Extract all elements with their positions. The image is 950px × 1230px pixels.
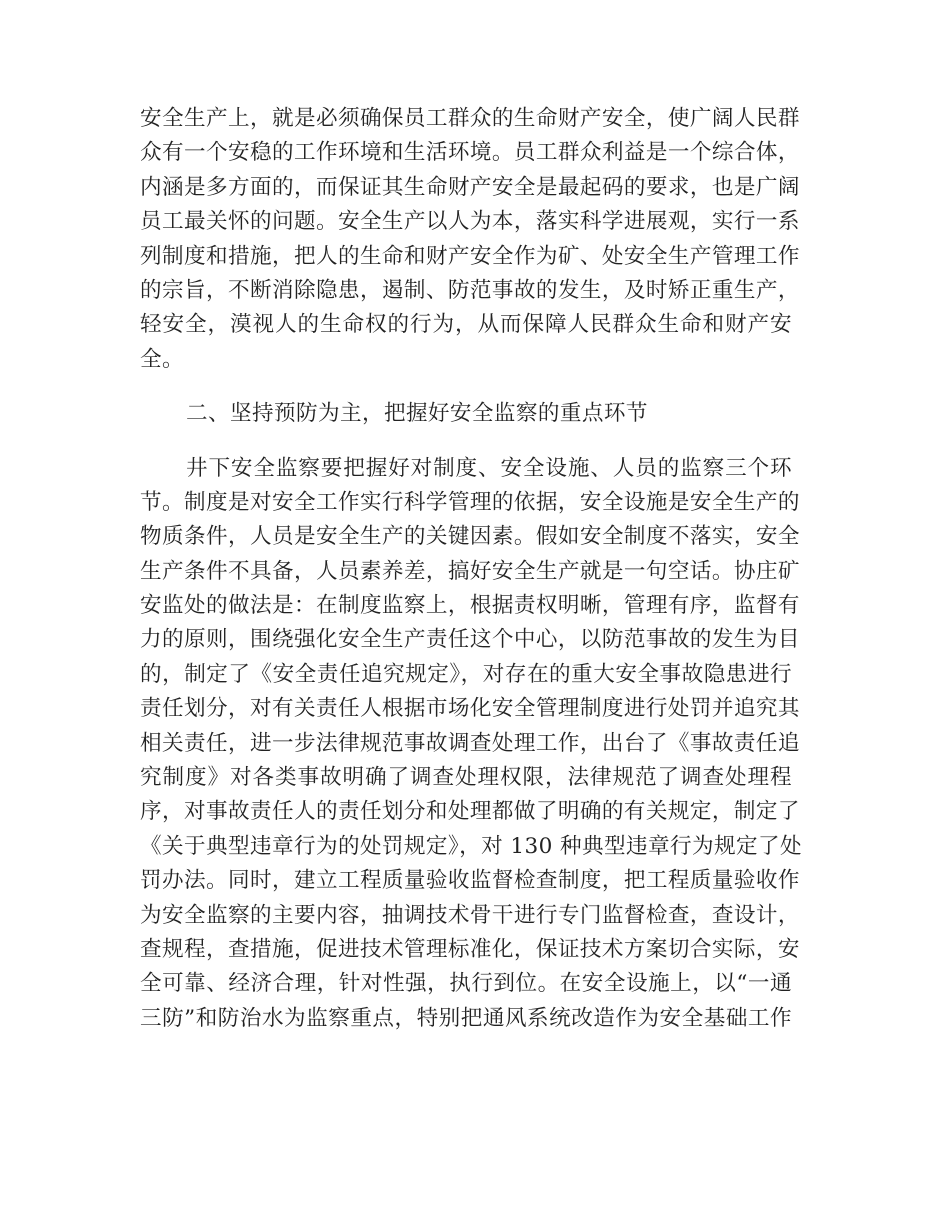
text-line: 井下安全监察要把握好对制度、安全设施、人员的监察三个环	[186, 455, 792, 481]
document-page	[140, 102, 802, 1036]
text-line: 列制度和措施，把人的生命和财产安全作为矿、处安全生产管理工作	[140, 243, 800, 269]
text-line: 的宗旨，不断消除隐患，遏制、防范事故的发生，及时矫正重生产，	[140, 277, 800, 303]
text-line: 员工最关怀的问题。安全生产以人为本，落实科学进展观，实行一系	[140, 209, 800, 235]
text-line: 节。制度是对安全工作实行科学管理的依据，安全设施是安全生产的	[140, 489, 800, 515]
paragraph-1	[140, 102, 800, 377]
text-line: 为安全监察的主要内容，抽调技术骨干进行专门监督检查，查设计，	[140, 902, 800, 928]
text-line: 全。	[140, 346, 184, 372]
section-heading: 二、坚持预防为主，把握好安全监察的重点环节	[186, 401, 648, 427]
text-line: 罚办法。同时，建立工程质量验收监督检查制度，把工程质量验收作	[140, 868, 800, 894]
text-line: 究制度》对各类事故明确了调查处理权限，法律规范了调查处理程	[140, 765, 792, 791]
text-line: 力的原则，围绕强化安全生产责任这个中心，以防范事故的发生为目	[140, 627, 800, 653]
text-line: 内涵是多方面的，而保证其生命财产安全是最起码的要求，也是广阔	[140, 174, 800, 200]
text-line: 物质条件，人员是安全生产的关键因素。假如安全制度不落实，安全	[140, 524, 800, 550]
text-line: 安监处的做法是：在制度监察上，根据责权明晰，管理有序，监督有	[140, 593, 800, 619]
text-line: 众有一个安稳的工作环境和生活环境。员工群众利益是一个综合体，	[140, 140, 800, 166]
text-line: 相关责任，进一步法律规范事故调查处理工作，出台了《事故责任追	[140, 730, 800, 756]
text-line: 全可靠、经济合理，针对性强，执行到位。在安全设施上，以“一通	[140, 971, 792, 997]
text-line: 责任划分，对有关责任人根据市场化安全管理制度进行处罚并追究其	[140, 696, 800, 722]
text-line: 查规程，查措施，促进技术管理标准化，保证技术方案切合实际，安	[140, 936, 800, 962]
text-line: 的，制定了《安全责任追究规定》，对存在的重大安全事故隐患进行	[140, 661, 792, 687]
text-line: 序，对事故责任人的责任划分和处理都做了明确的有关规定，制定了	[140, 799, 800, 825]
text-line: 安全生产上，就是必须确保员工群众的生命财产安全，使广阔人民群	[140, 106, 800, 131]
text-line: 《关于典型违章行为的处罚规定》，对 130 种典型违章行为规定了处	[140, 833, 802, 859]
text-line: 三防”和防治水为监察重点，特别把通风系统改造作为安全基础工作	[140, 1005, 792, 1031]
text-line: 生产条件不具备，人员素养差，搞好安全生产就是一句空话。协庄矿	[140, 558, 800, 584]
text-line: 轻安全，漠视人的生命权的行为，从而保障人民群众生命和财产安	[140, 312, 792, 338]
paragraph-2	[140, 452, 802, 1037]
